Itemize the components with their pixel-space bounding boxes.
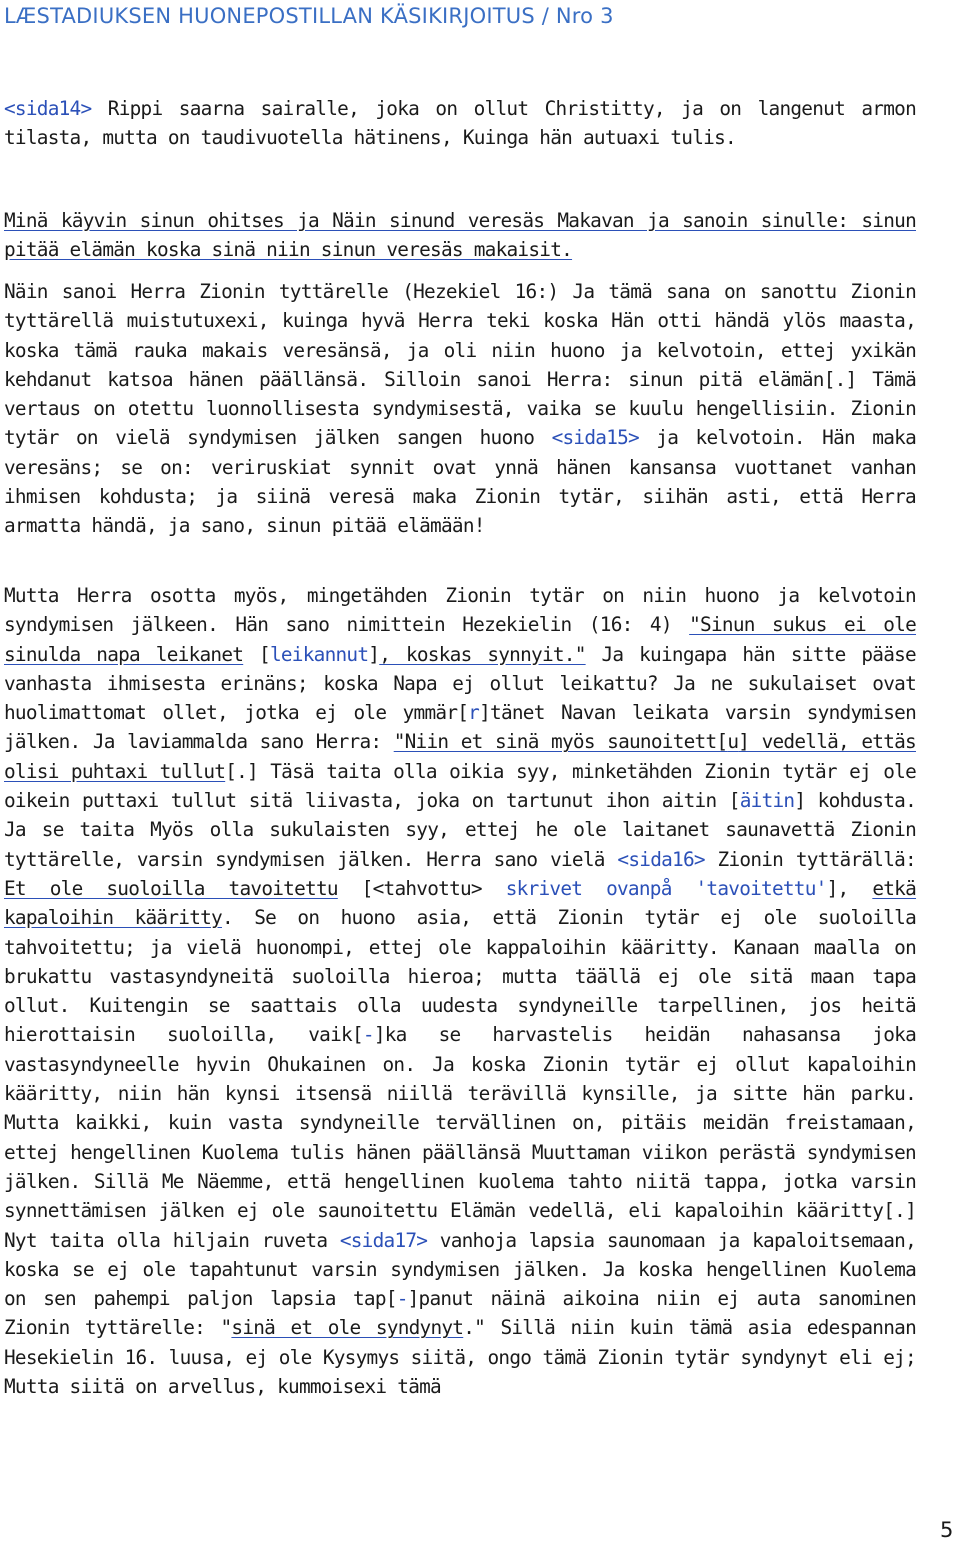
editor-correction: leikannut <box>269 642 369 666</box>
underlined-quote: , koskas synnyit." <box>379 642 586 666</box>
page-number: 5 <box>940 1518 954 1542</box>
paragraph-sermon-1 <box>4 277 916 541</box>
sermon-text: [ <box>243 642 270 666</box>
editor-correction: - <box>396 1287 408 1311</box>
sermon-text-1b: ja kelvotoin. Hän maka veresäns; se on: veriruskiat synnit ovat ynnä hänen kansansa vuottanet vanhan ihmisen kohdusta; ja siinä veresä maka Zionin tytär, siihän asti, että Herra armatta händä, ja sano, sinun pitää elämään! <box>4 426 916 538</box>
editor-correction: r <box>468 701 480 725</box>
page-marker-sida16: <sida16> <box>617 847 705 871</box>
page-marker-sida14: <sida14> <box>4 97 92 120</box>
paragraph-bible-verse <box>4 206 916 265</box>
sermon-text: vanhoja lapsia saunomaan ja kapaloitsemaan, koska se ej ole tapahtunut varsin syndymisen jälken. Ja koska hengellinen Kuolema on sen pahempi paljon lapsia tap[ <box>4 1228 916 1311</box>
sermon-text: . Se on huono asia, että Zionin tytär ej ole suoloilla tahvoitettu; ja vielä huonompi, ettej ole kappaloihin kääritty. Kanaan maalla on brukattu vastasyndyneitä suoloilla hieroa; mutta täällä ej ole sitä maan tapa ollut. Kuitengin se saattais olla uudesta syndyneille tarpellinen, jos heitä hierottaisin suoloilla, vaik[ <box>4 906 917 1047</box>
underlined-quote: etkä kapaloihin kääritty <box>4 876 917 930</box>
page-marker-sida15: <sida15> <box>551 426 639 450</box>
sermon-text: [<tahvottu> <box>337 876 506 900</box>
sermon-text: ] <box>368 642 380 666</box>
sermon-text: ]ka se harvastelis heidän nahasansa joka vastasyndyneelle hyvin Ohukainen on. Ja koska Zionin tytär ej ollut kapaloihin kääritty, niin hän kynsi itsensä niillä terävillä kynsille, ja sitte hän parku. Mutta kaikki, kuin vasta syndyneille tervällinen on, pitäis meidän freistamaan, ettej hengellinen Kuolema tulis hänen päällänsä Muuttaman viikon perästä syndymisen jälken. Sillä Me Näemme, että hengellinen kuolema tahto niitä tappa, jotka varsin synnettämisen jälken ej ole saunoitettu Elämän vedellä, eli kapaloihin kääritty[.] Nyt taita olla hiljain ruveta <box>4 1023 916 1252</box>
paragraph-sermon-2 <box>4 581 916 1401</box>
paragraph-intro-text: Rippi saarna sairalle, joka on ollut Christitty, ja on langenut armon tilasta, mutta on taudivuotella hätinens, Kuinga hän autuaxi tulis. <box>4 97 916 150</box>
editor-correction: äitin <box>739 789 795 813</box>
sermon-text: Mutta Herra osotta myös, mingetähden Zionin tytär on niin huono ja kelvotoin syndymisen jälkeen. Hän sano nimittein Hezekielin (16: 4) <box>4 584 916 637</box>
sermon-text: ]tänet Navan leikata varsin syndymisen jälken. Ja laviammalda sano Herra: <box>4 701 916 754</box>
sermon-text-1a: Näin sanoi Herra Zionin tyttärelle (Hezekiel 16:) Ja tämä sana on sanottu Zionin tyttärellä muistutuxexi, kuinga hyvä Herra teki koska Hän otti händä ylös maasta, koska tämä rauka makais veresänsä, ja oli niin huono ja kelvotoin, ettej yxikän kehdanut katsoa hänen päällänsä. Silloin sanoi Herra: sinun pitä elämän[.] Tämä vertaus on otettu luonnollisesta syndymisestä, vaika se kuulu hengellisiin. Zionin tytär on vielä syndymisen jälken sangen huono <box>4 280 916 450</box>
sermon-text: ], <box>826 876 873 900</box>
sermon-text: ." Sillä niin kuin tämä asia edespannan Hesekielin 16. luusa, ej ole Kysymys siitä, ongo tämä Zionin tytär syndynyt eli ej; Mutta siitä on arvellus, kummoisexi tämä <box>4 1316 916 1399</box>
sermon-text: ]panut näinä aikoina niin ej auta sanominen Zionin tyttärelle: " <box>4 1287 916 1340</box>
underlined-quote: "Sinun sukus ei ole sinulda napa leikanet <box>4 613 917 666</box>
sermon-text: [.] Täsä taita olla oikia syy, minketähden Zionin tytär ej ole oikein puttaxi tullut sitä liivasta, joka on tartunut ihon aitin [ <box>4 759 916 813</box>
sermon-text: Ja kuingapa hän sitte pääse vanhasta ihmisesta erinäns; koska Napa ej ollut leikattu? Ja ne sukulaiset ovat huolimattomat ollet, jotka ej ole ymmär[ <box>4 642 916 725</box>
underlined-quote: Et ole suoloilla tavoitettu <box>4 876 338 900</box>
underlined-quote: ] vedellä, ettäs olisi puhtaxi tullut <box>4 730 916 783</box>
sermon-text: Zionin tyttärällä: <box>704 847 916 871</box>
editor-correction: u <box>727 730 739 754</box>
underlined-quote: sinä et ole syndynyt <box>231 1316 464 1340</box>
editor-correction: - <box>362 1023 374 1047</box>
page-marker-sida17: <sida17> <box>339 1228 428 1252</box>
editor-note: skrivet ovanpå 'tavoitettu' <box>505 876 827 900</box>
document-header: LÆSTADIUKSEN HUONEPOSTILLAN KÄSIKIRJOITUS / Nro 3 <box>4 4 614 28</box>
underlined-quote: "Niin et sinä myös saunoitett[ <box>393 730 728 754</box>
paragraph-intro <box>4 94 916 153</box>
sermon-text: ] kohdusta. Ja se taita Myös olla sukulaisten syy, ettej he ole laitanet saunavettä Zionin tyttärelle, varsin syndymisen jälken. Herra sano vielä <box>4 789 916 871</box>
bible-verse-text: Minä käyvin sinun ohitses ja Näin sinund veresäs Makavan ja sanoin sinulle: sinun pitää elämän koska sinä niin sinun veresäs makaisit. <box>4 209 916 262</box>
